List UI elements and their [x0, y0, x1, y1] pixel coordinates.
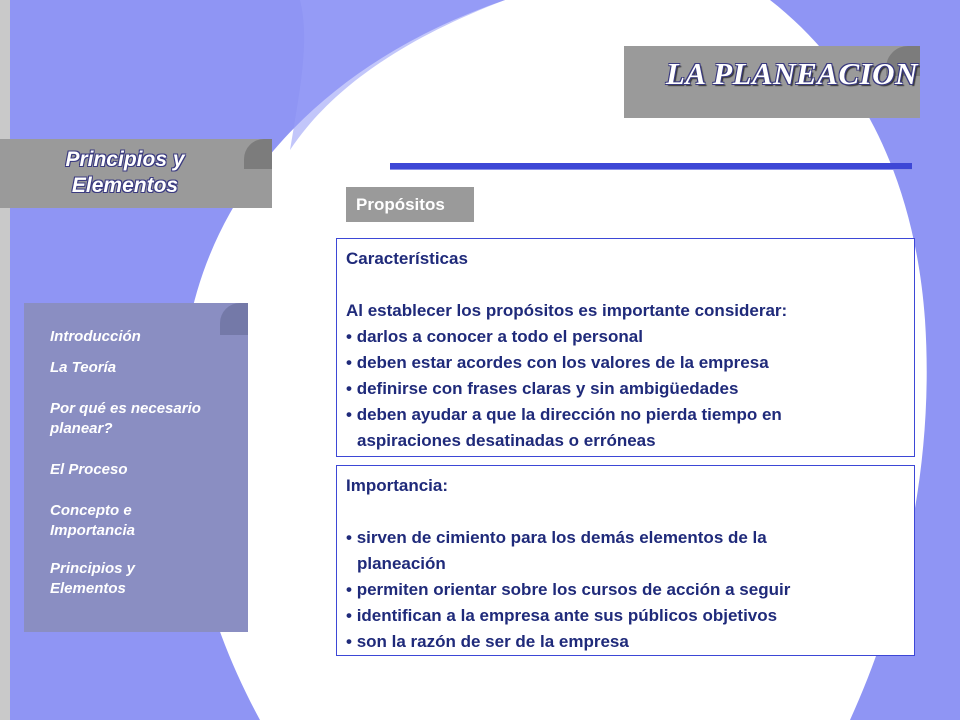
list-item: • definirse con frases claras y sin ambigüedades	[346, 376, 914, 402]
nav-item-label-cont: Importancia	[50, 522, 136, 539]
nav-panel-corner	[220, 303, 248, 335]
nav-item-label: La Teoría	[50, 359, 117, 376]
list-item: • deben ayudar a que la dirección no pierda tiempo en	[346, 402, 914, 428]
caracteristicas-heading: Características	[346, 249, 468, 268]
section-box-corner	[244, 139, 272, 169]
section-title	[30, 147, 220, 199]
nav-item-label: Concepto e	[50, 502, 132, 519]
spacer	[346, 499, 914, 525]
page-title: LA PLANEACION	[666, 56, 918, 91]
nav-item-label: Principios y	[50, 560, 136, 577]
propositos-tag: Propósitos	[346, 187, 474, 222]
list-item: • son la razón de ser de la empresa	[346, 629, 914, 655]
nav-item-label: Por qué es necesario	[50, 400, 201, 417]
nav-item-label-cont: planear?	[50, 420, 113, 437]
importancia-heading: Importancia:	[346, 476, 449, 495]
title-divider	[390, 163, 912, 169]
nav-item-por-que-planear[interactable]	[50, 399, 201, 439]
list-item: • deben estar acordes con los valores de la empresa	[346, 350, 914, 376]
spacer	[346, 272, 914, 298]
section-title-box	[0, 139, 272, 208]
caracteristicas-intro: Al establecer los propósitos es importante considerar:	[346, 301, 788, 320]
list-item-continuation: planeación	[357, 554, 446, 573]
nav-item-concepto-importancia[interactable]	[50, 501, 135, 541]
nav-item-principios-elementos[interactable]	[50, 559, 135, 599]
nav-item-label-cont: Elementos	[50, 580, 126, 597]
list-item: • permiten orientar sobre los cursos de acción a seguir	[346, 577, 914, 603]
list-item: • sirven de cimiento para los demás elementos de la	[346, 525, 914, 551]
list-item: • identifican a la empresa ante sus públicos objetivos	[346, 603, 914, 629]
nav-item-label: El Proceso	[50, 461, 128, 478]
importancia-box	[336, 465, 915, 656]
nav-item-introduccion[interactable]	[50, 327, 141, 347]
list-item-continuation: aspiraciones desatinadas o erróneas	[357, 431, 656, 450]
caracteristicas-box	[336, 238, 915, 457]
nav-item-label: Introducción	[50, 328, 141, 345]
list-item: • darlos a conocer a todo el personal	[346, 324, 914, 350]
section-title-line2: Elementos	[71, 174, 179, 197]
nav-item-la-teoria[interactable]	[50, 358, 116, 378]
title-box	[624, 46, 920, 118]
nav-panel	[24, 303, 248, 632]
nav-item-el-proceso[interactable]	[50, 460, 128, 480]
section-title-line1: Principios y	[65, 148, 185, 171]
